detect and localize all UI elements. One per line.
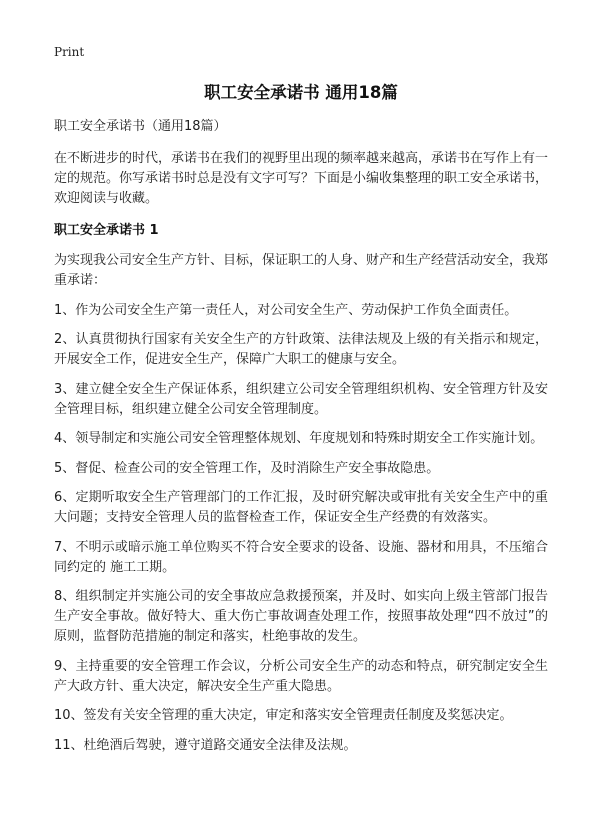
document-subtitle: 职工安全承诺书（通用18篇）	[54, 119, 227, 134]
pledge-item-3: 3、建立健全安全生产保证体系，组织建立公司安全管理组织机构、安全管理方针及安全管理目标，组织建立健全公司安全管理制度。	[54, 381, 548, 417]
pledge-item-8: 8、组织制定并实施公司的安全事故应急救援预案，并及时、如实向上级主管部门报告生产安全事故。做好特大、重大伤亡事故调查处理工作，按照事故处理“四不放过”的原则，监督防范措施的制定和落实，杜绝事故的发生。	[54, 589, 548, 644]
pledge-item-10: 10、签发有关安全管理的重大决定，审定和落实安全管理责任制度及奖惩决定。	[54, 708, 513, 723]
pledge-item-4: 4、领导制定和实施公司安全管理整体规划、年度规划和特殊时期安全工作实施计划。	[54, 431, 544, 446]
pledge-item-9: 9、主持重要的安全管理工作会议，分析公司安全生产的动态和特点，研究制定安全生产大政方针、重大决定，解决安全生产重大隐患。	[54, 658, 548, 694]
pledge-item-2: 2、认真贯彻执行国家有关安全生产的方针政策、法律法规及上级的有关指示和规定，开展安全工作，促进安全生产，保障广大职工的健康与安全。	[54, 332, 548, 367]
pledge-item-11: 11、杜绝酒后驾驶，遵守道路交通安全法律及法规。	[54, 737, 357, 753]
pledge-paragraph: 为实现我公司安全生产方针、目标，保证职工的人身、财产和生产经营活动安全，我郑重承诺：	[54, 253, 549, 288]
document-title: 职工安全承诺书 通用18篇	[204, 83, 398, 102]
print-link[interactable]: Print	[54, 45, 85, 59]
pledge-item-7: 7、不明示或暗示施工单位购买不符合安全要求的设备、设施、器材和用具，不压缩合同约定的 施工工期。	[54, 539, 548, 575]
pledge-item-5: 5、督促、检查公司的安全管理工作，及时消除生产安全事故隐患。	[54, 460, 440, 476]
intro-paragraph: 在不断进步的时代，承诺书在我们的视野里出现的频率越来越高，承诺书在写作上有一定的规范。你写承诺书时总是没有文字可写？下面是小编收集整理的职工安全承诺书，欢迎阅读与收藏。	[54, 151, 549, 206]
pledge-item-6: 6、定期听取安全生产管理部门的工作汇报，及时研究解决或审批有关安全生产中的重大问题；支持安全管理人员的监督检查工作，保证安全生产经费的有效落实。	[54, 490, 548, 525]
pledge-item-1: 1、作为公司安全生产第一责任人，对公司安全生产、劳动保护工作负全面责任。	[54, 302, 518, 318]
section-heading: 职工安全承诺书 1	[54, 223, 159, 238]
